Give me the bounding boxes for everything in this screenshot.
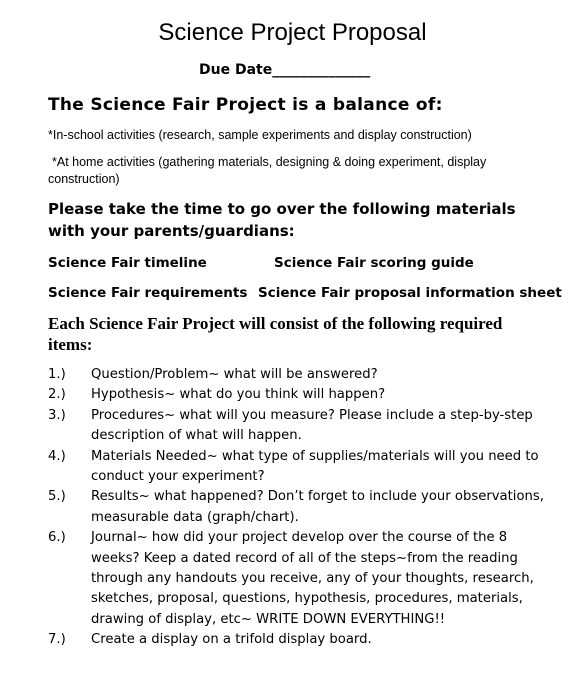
list-item xyxy=(48,365,558,385)
item-number: 5.) xyxy=(48,489,66,505)
materials-heading: Please take the time to go over the following materials with your parents/guardians: xyxy=(48,200,516,240)
balance-heading: The Science Fair Project is a balance of: xyxy=(48,95,443,115)
document-title: Science Project Proposal xyxy=(158,19,427,46)
item-number: 6.) xyxy=(48,530,66,546)
list-item xyxy=(48,630,558,650)
material-proposal-sheet: Science Fair proposal information sheet xyxy=(258,285,562,301)
item-number: 1.) xyxy=(48,367,66,382)
item-text: Journal~ how did your project develop over the course of the 8 weeks? Keep a dated record of all of the steps~from the reading through any handouts you receive, any of your thoughts, research, sketches, proposal, questions, hypothesis, procedures, materials, drawing of display, etc~ WRITE DOWN EVERYTHING!! xyxy=(91,530,534,627)
material-requirements: Science Fair requirements xyxy=(48,285,248,301)
item-text: Results~ what happened? Don’t forget to include your observations, measurable data (graph/chart). xyxy=(91,489,544,525)
item-number: 3.) xyxy=(48,407,66,423)
item-text: Question/Problem~ what will be answered? xyxy=(91,367,378,382)
item-text: Procedures~ what will you measure? Please include a step-by-step description of what will happen. xyxy=(91,407,533,444)
activity-at-home: *At home activities (gathering materials, designing & doing experiment, display construction) xyxy=(48,155,487,186)
item-number: 4.) xyxy=(48,448,66,464)
due-date-line: Due Date______________ xyxy=(199,62,371,78)
list-item xyxy=(48,406,558,447)
required-items-list xyxy=(48,365,558,651)
list-item xyxy=(48,385,558,405)
item-number: 7.) xyxy=(48,632,66,648)
required-items-heading: Each Science Fair Project will consist of the following required items: xyxy=(48,314,503,354)
material-scoring-guide: Science Fair scoring guide xyxy=(274,255,474,271)
activity-in-school: *In-school activities (research, sample experiments and display construction) xyxy=(48,128,472,142)
item-text: Hypothesis~ what do you think will happen? xyxy=(91,387,386,403)
material-timeline: Science Fair timeline xyxy=(48,255,207,271)
list-item xyxy=(48,487,558,528)
list-item xyxy=(48,528,558,630)
item-number: 2.) xyxy=(48,387,66,403)
item-text: Materials Needed~ what type of supplies/materials will you need to conduct your experiment? xyxy=(91,448,539,485)
list-item xyxy=(48,447,558,488)
item-text: Create a display on a trifold display board. xyxy=(91,632,372,648)
